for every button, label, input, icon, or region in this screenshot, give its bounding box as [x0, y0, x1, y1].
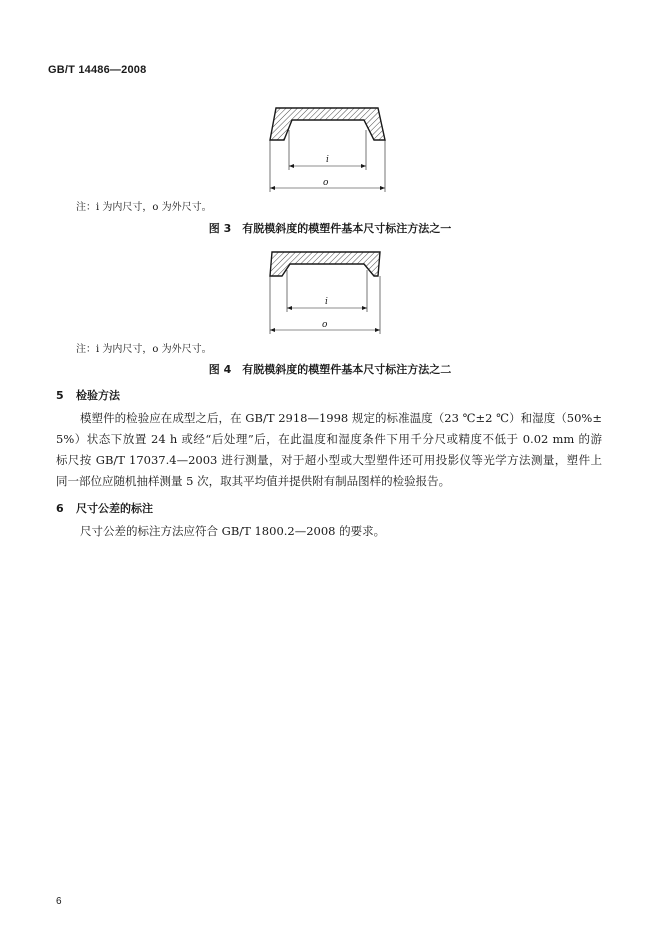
inner-dimension-label: i	[326, 155, 329, 165]
section-5-heading	[56, 387, 120, 403]
section-6-heading	[56, 500, 153, 516]
section-6-paragraph	[56, 521, 602, 542]
part-section	[270, 108, 385, 140]
section-5-paragraph	[56, 408, 602, 492]
paragraph-line: 模塑件的检验应在成型之后，在 GB/T 2918—1998 规定的标准温度（23 ℃±2 ℃）和湿度（50%±	[80, 411, 602, 425]
paragraph-line: 同一部位应随机抽样测量 5 次，取其平均值并提供附有制品图样的检验报告。	[56, 474, 451, 488]
outer-dimension-label: o	[322, 320, 328, 330]
section-number: 5	[56, 389, 64, 402]
paragraph-line: 标尺按 GB/T 17037.4—2003 进行测量，对于超小型或大型塑件还可用投影仪等光学方法测量，塑件上	[56, 453, 602, 467]
part-section	[270, 252, 380, 276]
paragraph-line: 尺寸公差的标注方法应符合 GB/T 1800.2—2008 的要求。	[80, 524, 386, 538]
figure-4-caption: 图 4 有脱模斜度的模塑件基本尺寸标注方法之二	[208, 363, 452, 376]
paragraph-line: 5%）状态下放置 24 h 或经“后处理”后，在此温度和湿度条件下用千分尺或精度不低于 0.02 mm 的游	[56, 432, 602, 446]
figure-4-note: 注：i 为内尺寸，o 为外尺寸。	[76, 344, 212, 355]
page-number: 6	[56, 896, 62, 907]
outer-dimension-label: o	[323, 178, 329, 188]
section-title: 尺寸公差的标注	[76, 502, 153, 515]
section-title: 检验方法	[76, 389, 120, 402]
figure-3-caption: 图 3 有脱模斜度的模塑件基本尺寸标注方法之一	[208, 222, 452, 235]
figure-4-drawing	[260, 242, 400, 338]
figure-3-note: 注：i 为内尺寸，o 为外尺寸。	[76, 202, 212, 213]
inner-dimension-label: i	[325, 297, 328, 307]
section-number: 6	[56, 502, 64, 515]
standard-code-header: GB/T 14486—2008	[48, 64, 147, 76]
figure-3-drawing	[260, 100, 400, 196]
